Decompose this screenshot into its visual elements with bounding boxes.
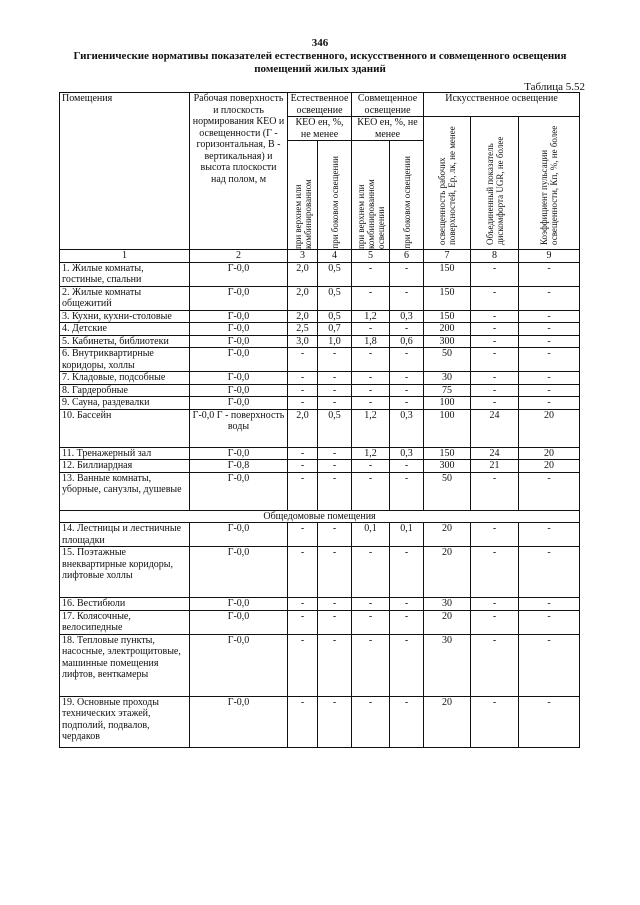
value-cell: 2,0	[288, 310, 318, 323]
value-cell: -	[519, 523, 580, 547]
value-cell: 200	[424, 323, 471, 336]
value-cell: -	[352, 610, 390, 634]
value-cell: -	[352, 286, 390, 310]
value-cell: -	[471, 335, 519, 348]
table-label: Таблица 5.52	[524, 81, 585, 93]
value-cell: -	[352, 460, 390, 473]
value-cell: 0,5	[318, 286, 352, 310]
value-cell: -	[390, 286, 424, 310]
value-cell: -	[471, 547, 519, 598]
value-cell: 0,1	[390, 523, 424, 547]
value-cell: -	[352, 634, 390, 696]
value-cell: -	[390, 348, 424, 372]
value-cell: -	[471, 384, 519, 397]
header-pulsation: Коэффициент пульсации освещенности, Кп, %, не более	[519, 117, 580, 250]
value-cell: -	[390, 384, 424, 397]
value-cell: Г-0,0	[190, 323, 288, 336]
value-cell: -	[471, 610, 519, 634]
value-cell: Г-0,0	[190, 348, 288, 372]
value-cell: -	[471, 634, 519, 696]
value-cell: 100	[424, 397, 471, 410]
room-name-cell: 10. Бассейн	[60, 409, 190, 447]
value-cell: -	[288, 610, 318, 634]
table-row	[60, 472, 580, 510]
value-cell: -	[519, 696, 580, 747]
value-cell: -	[318, 460, 352, 473]
value-cell: -	[318, 610, 352, 634]
value-cell: 1,8	[352, 335, 390, 348]
value-cell: Г-0,0	[190, 262, 288, 286]
value-cell: -	[390, 460, 424, 473]
value-cell: -	[318, 523, 352, 547]
value-cell: 30	[424, 372, 471, 385]
room-name-cell: 2. Жилые комнаты общежитий	[60, 286, 190, 310]
value-cell: Г-0,0 Г - поверхность воды	[190, 409, 288, 447]
value-cell: -	[519, 262, 580, 286]
value-cell: -	[352, 397, 390, 410]
value-cell: -	[471, 397, 519, 410]
header-top-light: при верхнем или комбинированном	[288, 141, 318, 250]
value-cell: -	[318, 472, 352, 510]
value-cell: 21	[471, 460, 519, 473]
value-cell: Г-0,0	[190, 384, 288, 397]
value-cell: -	[519, 634, 580, 696]
column-number-row	[60, 250, 580, 263]
value-cell: 2,0	[288, 262, 318, 286]
room-name-cell: 1. Жилые комнаты, гостиные, спальни	[60, 262, 190, 286]
value-cell: -	[288, 634, 318, 696]
value-cell: -	[352, 348, 390, 372]
table-row	[60, 696, 580, 747]
value-cell: -	[471, 598, 519, 611]
table-row	[60, 634, 580, 696]
room-name-cell: 6. Внутриквартирные коридоры, холлы	[60, 348, 190, 372]
header-work-surface: Рабочая поверхность и плоскость нормирования КЕО и освещенности (Г - горизонтальная, В - вертикальная) и высота плоскости над полом, м	[190, 93, 288, 250]
value-cell: -	[352, 262, 390, 286]
room-name-cell: 17. Колясочные, велосипедные	[60, 610, 190, 634]
value-cell: 30	[424, 598, 471, 611]
header-keo-natural: КЕО ен, %, не менее	[288, 117, 352, 141]
column-number: 4	[318, 250, 352, 263]
value-cell: 3,0	[288, 335, 318, 348]
room-name-cell: 15. Поэтажные внеквартирные коридоры, лифтовые холлы	[60, 547, 190, 598]
room-name-cell: 5. Кабинеты, библиотеки	[60, 335, 190, 348]
value-cell: 300	[424, 335, 471, 348]
value-cell: -	[288, 696, 318, 747]
column-number: 8	[471, 250, 519, 263]
table-row	[60, 547, 580, 598]
value-cell: -	[288, 547, 318, 598]
value-cell: -	[519, 472, 580, 510]
value-cell: -	[318, 696, 352, 747]
value-cell: Г-0,0	[190, 310, 288, 323]
value-cell: -	[519, 372, 580, 385]
table-row	[60, 460, 580, 473]
value-cell: -	[288, 598, 318, 611]
value-cell: 20	[424, 696, 471, 747]
column-number: 6	[390, 250, 424, 263]
value-cell: -	[519, 598, 580, 611]
value-cell: 20	[424, 610, 471, 634]
value-cell: 0,3	[390, 447, 424, 460]
value-cell: Г-0,0	[190, 598, 288, 611]
value-cell: -	[318, 598, 352, 611]
value-cell: -	[318, 447, 352, 460]
room-name-cell: 13. Ванные комнаты, уборные, санузлы, душевые	[60, 472, 190, 510]
header-combined: Совмещенное освещение	[352, 93, 424, 117]
value-cell: -	[390, 598, 424, 611]
value-cell: 20	[424, 523, 471, 547]
value-cell: -	[390, 397, 424, 410]
value-cell: -	[471, 696, 519, 747]
value-cell: -	[352, 598, 390, 611]
value-cell: -	[519, 323, 580, 336]
norms-table	[59, 92, 580, 748]
value-cell: 0,7	[318, 323, 352, 336]
column-number: 1	[60, 250, 190, 263]
value-cell: 150	[424, 310, 471, 323]
value-cell: 2,0	[288, 286, 318, 310]
table-row	[60, 598, 580, 611]
value-cell: 50	[424, 348, 471, 372]
value-cell: -	[318, 547, 352, 598]
table-row	[60, 397, 580, 410]
room-name-cell: 11. Тренажерный зал	[60, 447, 190, 460]
value-cell: -	[318, 397, 352, 410]
table-row	[60, 384, 580, 397]
value-cell: Г-0,0	[190, 397, 288, 410]
table-row	[60, 348, 580, 372]
value-cell: -	[519, 547, 580, 598]
value-cell: 0,1	[352, 523, 390, 547]
value-cell: Г-0,0	[190, 634, 288, 696]
value-cell: -	[390, 323, 424, 336]
value-cell: -	[390, 696, 424, 747]
value-cell: -	[471, 286, 519, 310]
value-cell: 1,2	[352, 409, 390, 447]
column-number: 3	[288, 250, 318, 263]
value-cell: 20	[519, 460, 580, 473]
value-cell: 0,5	[318, 409, 352, 447]
value-cell: -	[288, 372, 318, 385]
value-cell: 20	[424, 547, 471, 598]
table-row	[60, 262, 580, 286]
value-cell: -	[288, 460, 318, 473]
column-number: 5	[352, 250, 390, 263]
value-cell: -	[519, 384, 580, 397]
table-row	[60, 610, 580, 634]
value-cell: 150	[424, 262, 471, 286]
value-cell: -	[318, 348, 352, 372]
section-title: Общедомовые помещения	[60, 510, 580, 523]
table-row	[60, 310, 580, 323]
value-cell: -	[288, 523, 318, 547]
room-name-cell: 12. Биллиардная	[60, 460, 190, 473]
value-cell: -	[352, 372, 390, 385]
value-cell: -	[390, 610, 424, 634]
value-cell: -	[471, 348, 519, 372]
value-cell: -	[471, 323, 519, 336]
table-row	[60, 523, 580, 547]
header-ugk: Объединенный показатель дискомфорта UGR, не более	[471, 117, 519, 250]
header-side-light: при боковом освещении	[318, 141, 352, 250]
header-artificial: Искусственное освещение	[424, 93, 580, 117]
value-cell: 300	[424, 460, 471, 473]
room-name-cell: 4. Детские	[60, 323, 190, 336]
value-cell: 30	[424, 634, 471, 696]
value-cell: 0,6	[390, 335, 424, 348]
column-number: 2	[190, 250, 288, 263]
table-row	[60, 286, 580, 310]
value-cell: Г-0,0	[190, 547, 288, 598]
value-cell: -	[519, 335, 580, 348]
room-name-cell: 9. Сауна, раздевалки	[60, 397, 190, 410]
value-cell: -	[519, 310, 580, 323]
value-cell: 0,5	[318, 310, 352, 323]
value-cell: 0,3	[390, 310, 424, 323]
value-cell: Г-0,0	[190, 610, 288, 634]
value-cell: Г-0,0	[190, 447, 288, 460]
value-cell: -	[471, 523, 519, 547]
value-cell: -	[390, 634, 424, 696]
value-cell: 75	[424, 384, 471, 397]
column-number: 7	[424, 250, 471, 263]
value-cell: -	[288, 447, 318, 460]
value-cell: 1,2	[352, 310, 390, 323]
value-cell: -	[352, 323, 390, 336]
value-cell: -	[352, 384, 390, 397]
value-cell: Г-0,0	[190, 335, 288, 348]
value-cell: 24	[471, 409, 519, 447]
value-cell: 100	[424, 409, 471, 447]
column-number: 9	[519, 250, 580, 263]
room-name-cell: 8. Гардеробные	[60, 384, 190, 397]
room-name-cell: 18. Тепловые пункты, насосные, электрощитовые, машинные помещения лифтов, венткамеры	[60, 634, 190, 696]
value-cell: -	[519, 397, 580, 410]
header-illuminance: освещенность рабочих поверхностей, Ер, лк, не менее	[424, 117, 471, 250]
value-cell: -	[288, 384, 318, 397]
header-natural: Естественное освещение	[288, 93, 352, 117]
value-cell: -	[318, 634, 352, 696]
value-cell: -	[471, 472, 519, 510]
value-cell: -	[390, 372, 424, 385]
value-cell: -	[352, 472, 390, 510]
value-cell: -	[352, 547, 390, 598]
value-cell: 150	[424, 447, 471, 460]
value-cell: Г-0,0	[190, 523, 288, 547]
value-cell: 20	[519, 409, 580, 447]
value-cell: -	[519, 610, 580, 634]
value-cell: -	[471, 372, 519, 385]
value-cell: -	[390, 547, 424, 598]
value-cell: 24	[471, 447, 519, 460]
value-cell: Г-0,0	[190, 472, 288, 510]
value-cell: -	[471, 310, 519, 323]
room-name-cell: 14. Лестницы и лестничные площадки	[60, 523, 190, 547]
value-cell: 50	[424, 472, 471, 510]
table-row	[60, 409, 580, 447]
table-row	[60, 323, 580, 336]
table-row	[60, 372, 580, 385]
table-row	[60, 447, 580, 460]
header-top-light-combined: при верхнем или комбинированном освещении	[352, 141, 390, 250]
room-name-cell: 3. Кухни, кухни-столовые	[60, 310, 190, 323]
value-cell: -	[318, 372, 352, 385]
value-cell: 2,5	[288, 323, 318, 336]
value-cell: 0,3	[390, 409, 424, 447]
header-side-light-combined: при боковом освещении	[390, 141, 424, 250]
value-cell: 20	[519, 447, 580, 460]
value-cell: Г-0,0	[190, 372, 288, 385]
value-cell: 1,2	[352, 447, 390, 460]
room-name-cell: 16. Вестибюли	[60, 598, 190, 611]
value-cell: -	[288, 472, 318, 510]
section-row	[60, 510, 580, 523]
value-cell: -	[519, 348, 580, 372]
value-cell: 1,0	[318, 335, 352, 348]
table-body	[60, 250, 580, 748]
value-cell: Г-0,0	[190, 286, 288, 310]
room-name-cell: 19. Основные проходы технических этажей, подполий, подвалов, чердаков	[60, 696, 190, 747]
room-name-cell: 7. Кладовые, подсобные	[60, 372, 190, 385]
value-cell: -	[352, 696, 390, 747]
value-cell: -	[288, 397, 318, 410]
table-row	[60, 335, 580, 348]
value-cell: 150	[424, 286, 471, 310]
value-cell: -	[390, 262, 424, 286]
value-cell: -	[471, 262, 519, 286]
header-keo-combined: КЕО ен, %, не менее	[352, 117, 424, 141]
page-number: 346	[311, 37, 329, 49]
value-cell: Г-0,0	[190, 696, 288, 747]
value-cell: -	[318, 384, 352, 397]
value-cell: -	[390, 472, 424, 510]
header-rooms: Помещения	[60, 93, 190, 250]
value-cell: 2,0	[288, 409, 318, 447]
value-cell: 0,5	[318, 262, 352, 286]
value-cell: Г-0,8	[190, 460, 288, 473]
value-cell: -	[288, 348, 318, 372]
document-title: Гигиенические нормативы показателей естественного, искусственного и совмещенного освещения помещений жилых зданий	[73, 50, 567, 75]
value-cell: -	[519, 286, 580, 310]
